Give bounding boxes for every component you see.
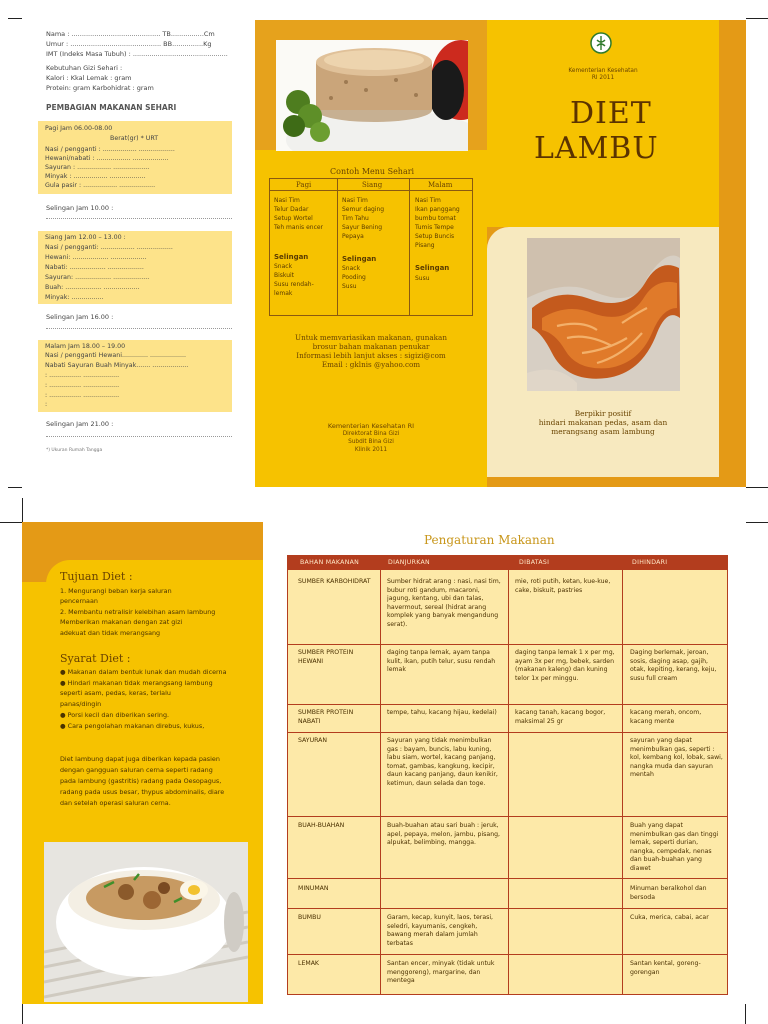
dotted-line [46, 328, 232, 329]
row-divider [288, 644, 727, 645]
menu-col-divider [409, 179, 410, 315]
menu-header-rule [270, 190, 472, 191]
meal-line: Pagi Jam 06.00-08.00 [45, 125, 113, 132]
goals-paragraph [60, 754, 224, 809]
menu-item: Nasi Tim [274, 197, 300, 204]
cover-ministry-name: Kementerian Kesehatan [568, 68, 638, 74]
requirement-item: seperti asam, pedas, keras, terlalu [60, 689, 171, 697]
menu-item: Susu rendah- [274, 281, 314, 288]
section-title: PEMBAGIAN MAKANAN SEHARI [46, 103, 177, 112]
cell-dihindari: Minuman beralkohol dan bersoda [630, 885, 707, 901]
selingan-1: Selingan Jam 10.00 : [46, 204, 114, 212]
porridge-photo [44, 842, 248, 1002]
form-line-imt: IMT (Indeks Masa Tubuh) : .............................................. [46, 50, 228, 58]
cover-tagline-line: Berpikir positif [574, 409, 632, 418]
menu-item: Teh manis encer [274, 224, 324, 231]
meal-line: Nasi / pengganti : ................. .................. [45, 146, 175, 153]
crop-mark [22, 498, 23, 522]
meal-line: : ................ .................. [45, 392, 120, 399]
cell-bahan: SAYURAN [298, 737, 328, 744]
form-line-protein: Protein: gram Karbohidrat : gram [46, 84, 154, 92]
meal-line: Hewani/nabati : ................. .................. [45, 155, 169, 162]
menu-selingan: Selingan [342, 255, 377, 263]
goals-item: 2. Membantu netralisir kelebihan asam lambung [60, 608, 216, 616]
paragraph-line: pada lambung (gastritis) radang pada Oesopagus, [60, 777, 222, 785]
publisher-line: Direktorat Bina Gizi [342, 431, 400, 437]
menu-selingan: Selingan [274, 253, 309, 261]
crop-mark [22, 1004, 23, 1024]
menu-header-malam: Malam [428, 181, 453, 189]
cell-dihindari: Buah yang dapat menimbulkan gas dan tinggi lemak, seperti durian, nangka, cempedak, nenas dan buah-buahan yang diawet [630, 822, 719, 872]
selingan-2: Selingan Jam 16.00 : [46, 313, 114, 321]
column-divider [380, 556, 381, 994]
menu-item: Nasi Tim [342, 197, 368, 204]
food-table-title: Pengaturan Makanan [424, 533, 555, 547]
meal-line: Sayuran: .................. .................. [45, 274, 150, 281]
paragraph-line: dan setelah operasi saluran cerna. [60, 799, 171, 807]
header-dianjurkan: DIANJURKAN [388, 559, 430, 566]
menu-col-divider [337, 179, 338, 315]
cover-title-lambu: LAMBU [534, 131, 659, 166]
cell-dianjurkan: Garam, kecap, kunyit, laos, terasi, seledri, kayumanis, cengkeh, bawang merah dalam jumlah terbatas [387, 914, 494, 947]
dotted-line [46, 436, 232, 437]
crop-mark [746, 487, 768, 488]
cell-bahan: LEMAK [298, 960, 319, 967]
cell-dibatasi: mie, roti putih, ketan, kue-kue, cake, biskuit, pastries [515, 578, 611, 594]
header-bahan: BAHAN MAKANAN [300, 559, 360, 566]
cell-bahan: SUMBER PROTEIN NABATI [298, 709, 354, 725]
requirement-item: ● Hindari makanan tidak merangsang lambung [60, 679, 213, 687]
form-line-needs: Kebutuhan Gizi Sehari : [46, 64, 123, 72]
cell-dihindari: kacang merah, oncom, kacang mente [630, 709, 702, 725]
menu-item: Telur Dadar [274, 206, 309, 213]
cell-dianjurkan: Sumber hidrat arang : nasi, nasi tim, bubur roti gandum, macaroni, jagung, kentang, ubi dan talas, havermout, sereal (hidrat arang komplek yang banyak mengandung serat). [387, 578, 501, 628]
menu-item: Pooding [342, 274, 366, 281]
cell-dihindari: Daging berlemak, jeroan, sosis, daging asap, gajih, otak, kepiting, kerang, keju, susu full cream [630, 649, 717, 682]
promo-text [255, 333, 487, 369]
meal-line: Nasi / pengganti Hewani............. .................. [45, 352, 187, 359]
cell-dianjurkan: Sayuran yang tidak menimbulkan gas : bayam, buncis, labu kuning, labu siam, wortel, kacang panjang, tomat, gambas, kangkung, kecipir, daun kacang panjang, daun kenikir, ketimun, daun selada dan toge. [387, 737, 498, 787]
cell-bahan: SUMBER KARBOHIDRAT [298, 578, 371, 585]
cell-bahan: MINUMAN [298, 885, 329, 892]
crop-mark [746, 18, 768, 19]
cell-bahan: BUAH-BUAHAN [298, 822, 345, 829]
cover-ministry-year: RI 2011 [591, 75, 615, 81]
cell-dianjurkan: Buah-buahan atau sari buah : jeruk, apel, pepaya, melon, jambu, pisang, alpukat, belimbing, mangga. [387, 822, 501, 847]
column-divider [508, 556, 509, 994]
meal-line: Minyak : ................. .................. [45, 173, 146, 180]
cell-bahan: BUMBU [298, 914, 321, 921]
requirement-item: panas/dingin [60, 700, 102, 708]
publisher-block [255, 422, 487, 454]
stomach-illustration [527, 238, 680, 391]
meal-box-pagi [38, 121, 232, 194]
goals-item: adekuat dan tidak merangsang [60, 629, 161, 637]
requirement-item: ● Cara pengolahan makanan direbus, kukus, [60, 722, 205, 730]
goals-heading: Tujuan Diet : [60, 570, 133, 583]
meal-box-malam [38, 340, 232, 412]
cell-bahan: SUMBER PROTEIN HEWANI [298, 649, 354, 665]
promo-line: Informasi lebih lanjut akses : sigizi@com [296, 351, 446, 360]
meal-line: Nabati: .................. .................. [45, 264, 144, 271]
selingan-3: Selingan Jam 21.00 : [46, 420, 114, 428]
cover-tagline-line: merangsang asam lambung [551, 427, 655, 436]
menu-item: Nasi Tim [415, 197, 441, 204]
paragraph-line: Diet lambung dapat juga diberikan kepada pasien [60, 755, 220, 763]
meal-line: Malam Jam 18.00 – 19.00 [45, 343, 126, 350]
meal-line: Nasi / pengganti: ................. .................. [45, 244, 173, 251]
crop-mark [8, 487, 22, 488]
cell-dibatasi: daging tanpa lemak 1 x per mg, ayam 3x per mg, bebek, sarden (makanan kaleng) dan kuning telor 1x per minggu. [515, 649, 615, 682]
meal-box-siang [38, 231, 232, 304]
cell-dibatasi: kacang tanah, kacang bogor, maksimal 25 gr [515, 709, 606, 725]
promo-line: Email : gklnis @yahoo.com [321, 360, 421, 369]
cell-dihindari: Santan kental, goreng-gorengan [630, 960, 701, 976]
menu-item: Snack [342, 265, 361, 272]
menu-item: Semur daging [342, 206, 385, 213]
ministry-logo [590, 32, 612, 54]
menu-item: Snack [274, 263, 293, 270]
header-dibatasi: DIBATASI [519, 559, 550, 566]
menu-item: Sayur Bening [342, 224, 383, 231]
menu-item: Pepaya [342, 233, 364, 240]
menu-item: Tim Tahu [342, 215, 369, 222]
cover-ministry [487, 68, 719, 82]
menu-item: Ikan panggang [415, 206, 460, 213]
menu-item: Susu [415, 275, 430, 282]
menu-item: Susu [342, 283, 357, 290]
cell-dihindari: sayuran yang dapat menimbulkan gas, seperti : kol, kembang kol, lobak, sawi, nangka muda dan sayuran mentah [630, 737, 723, 779]
goals-item: 1. Mengurangi beban kerja saluran [60, 587, 172, 595]
meal-line: Buah: .................. .................. [45, 284, 140, 291]
publisher-name: Kementerian Kesehatan RI [327, 422, 415, 430]
header-dihindari: DIHINDARI [632, 559, 668, 566]
goals-item: pencernaan [60, 597, 98, 605]
crop-mark [0, 522, 22, 523]
promo-line: brosur bahan makanan penukar [312, 342, 430, 351]
goals-item: Memberikan makanan dengan zat gizi [60, 618, 183, 626]
food-table [287, 555, 728, 995]
meal-line: Gula pasir : ................. .................. [45, 182, 156, 189]
meal-line: Hewani: .................. .................. [45, 254, 147, 261]
paragraph-line: dengan gangguan saluran cerna seperti radang [60, 766, 213, 774]
menu-table [269, 178, 473, 316]
menu-title: Contoh Menu Sehari [330, 167, 415, 176]
footnote: *) Ukuran Rumah Tangga [46, 448, 103, 453]
crop-mark [746, 522, 768, 523]
requirement-item: ● Porsi kecil dan diberikan sering. [60, 711, 170, 719]
meal-line: : ................ .................. [45, 372, 120, 379]
menu-item: Biskuit [274, 272, 295, 279]
meal-line: Berat(gr) * URT [110, 135, 159, 142]
cell-dihindari: Cuka, merica, cabai, acar [630, 914, 709, 921]
crop-mark [745, 1004, 746, 1024]
promo-line: Untuk memvariasikan makanan, gunakan [295, 333, 447, 342]
form-line-calorie: Kalori : Kkal Lemak : gram [46, 74, 132, 82]
meal-line: : ................ .................. [45, 382, 120, 389]
menu-item: lemak [274, 290, 293, 297]
paragraph-line: radang pada usus besar, thypus abdominalis, diare [60, 788, 225, 796]
form-line-name: Nama : ........................................... TB................Cm [46, 30, 215, 38]
dotted-line [46, 218, 232, 219]
meal-line: Sayuran : ................. .................. [45, 164, 150, 171]
form-line-age: Umur : ............................................ BB...............Kg [46, 40, 212, 48]
row-divider [288, 908, 727, 909]
requirement-item: ● Makanan dalam bentuk lunak dan mudah dicerna [60, 668, 227, 676]
food-photo [276, 40, 468, 151]
publisher-line: Klinik 2011 [354, 447, 388, 453]
column-divider [622, 556, 623, 994]
meal-line: Nabati Sayuran Buah Minyak....... .................. [45, 362, 189, 369]
meal-line: Siang Jam 12.00 – 13.00 : [45, 234, 126, 241]
publisher-line: Subdit Bina Gizi [348, 439, 394, 445]
menu-item: Setup Wortel [274, 215, 313, 222]
meal-line: : [45, 401, 48, 408]
crop-mark [8, 18, 22, 19]
menu-item: bumbu tomat [415, 215, 456, 222]
row-divider [288, 816, 727, 817]
cover-tagline-line: hindari makanan pedas, asam dan [538, 418, 668, 427]
row-divider [288, 878, 727, 879]
menu-header-pagi: Pagi [296, 181, 312, 189]
menu-item: Tumis Tempe [415, 224, 454, 231]
menu-item: Setup Buncis [415, 233, 455, 240]
cell-dianjurkan: daging tanpa lemak, ayam tanpa kulit, ikan, putih telur, susu rendah lemak [387, 649, 496, 674]
menu-selingan: Selingan [415, 264, 450, 272]
requirements-heading: Syarat Diet : [60, 652, 131, 665]
row-divider [288, 704, 727, 705]
menu-item: Pisang [415, 242, 435, 249]
row-divider [288, 954, 727, 955]
cover-tagline [487, 409, 719, 436]
cover-title-diet: DIET [570, 96, 652, 131]
cell-dianjurkan: tempe, tahu, kacang hijau, kedelai) [387, 709, 497, 716]
menu-header-siang: Siang [362, 181, 383, 189]
row-divider [288, 732, 727, 733]
cell-dianjurkan: Santan encer, minyak (tidak untuk menggoreng), margarine, dan mentega [387, 960, 495, 985]
meal-line: Minyak: ................ [45, 294, 104, 301]
